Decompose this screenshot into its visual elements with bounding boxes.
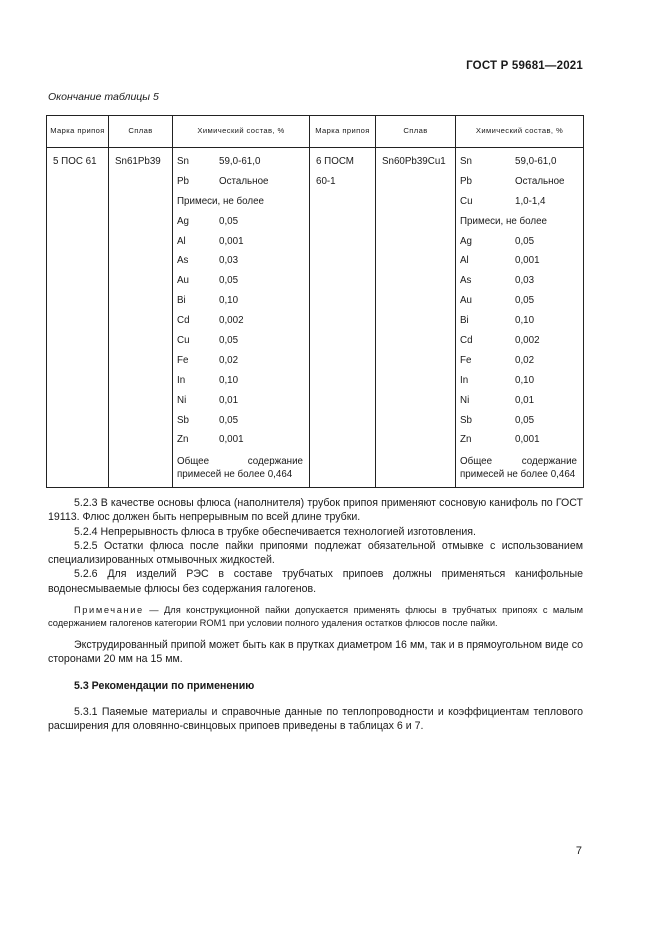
element-value: Остальное [219,175,269,187]
element-symbol: Fe [177,354,189,366]
element-row [173,391,309,411]
header-alloy: Сплав [109,116,173,148]
element-symbol: Cu [177,335,190,347]
element-value: 0,02 [515,354,535,366]
element-value: 0,01 [219,394,239,406]
element-symbol: Sn [460,156,472,167]
element-row [173,411,309,431]
note-label: Примечание [74,605,144,616]
element-row [456,430,583,450]
element-row [456,311,583,331]
element-symbol: Pb [177,175,189,187]
element-value: 0,002 [515,335,540,347]
element-row [456,351,583,371]
element-value: 0,001 [219,434,244,446]
element-symbol: Ag [460,235,472,247]
element-row [173,331,309,351]
element-symbol: Zn [177,434,189,446]
table-caption: Окончание таблицы 5 [48,91,159,103]
element-row [173,271,309,291]
body-text [48,496,583,734]
element-row [173,232,309,252]
right-alloy-cell [376,148,456,488]
element-row [173,291,309,311]
element-symbol: As [177,255,189,267]
element-symbol: Au [177,275,189,287]
solder-mark: 6 ПОСМ [316,156,354,167]
element-symbol: Bi [460,315,469,327]
element-value: 0,05 [515,414,535,426]
left-alloy-cell [109,148,173,488]
element-symbol: In [460,374,469,386]
element-value: 0,001 [515,255,540,267]
element-value: 0,002 [219,315,244,327]
element-symbol: Sn [177,156,189,167]
element-row [173,351,309,371]
alloy-name: Sn61Pb39 [115,156,161,167]
element-value: 0,03 [515,275,535,287]
element-row [173,371,309,391]
table-header-row [47,116,584,148]
header-alloy: Сплав [376,116,456,148]
element-value: 0,05 [219,335,239,347]
element-row [456,232,583,252]
page-number: 7 [575,845,582,857]
note [48,604,583,630]
element-value: 0,10 [219,295,239,307]
right-composition-cell [456,148,584,488]
alloy-name: Sn60Pb39Cu1 [382,156,446,167]
element-value: 59,0-61,0 [219,156,261,167]
left-composition-cell [173,148,310,488]
section-title: 5.3 Рекомендации по применению [74,679,255,692]
solder-mark-suffix: 60-1 [316,176,336,187]
note-text: — Для конструкционной пайки допускается применять флюсы в трубчатых припоях с малым содержанием галогенов категории ROM1 при условии полного удаления остатков флюсов после пайки. [48,605,583,629]
element-symbol: Al [460,255,469,267]
table-row [47,148,584,488]
right-mark-cell [310,148,376,488]
element-value: 0,05 [515,295,535,307]
element-row [173,212,309,232]
element-row [456,331,583,351]
composition-table [46,115,584,488]
header-mark: Марка припоя [47,116,109,148]
element-symbol: Sb [460,414,472,426]
left-mark-cell [47,148,109,488]
element-symbol: Bi [177,295,186,307]
element-symbol: Sb [177,414,189,426]
element-row [173,251,309,271]
paragraph-5-2-6: 5.2.6 Для изделий РЭС в составе трубчатых припоев должны применяться канифольные водонесмываемые флюсы без содержания галогенов. [48,568,583,595]
element-row [456,391,583,411]
element-value: 0,05 [219,414,239,426]
element-symbol: Ag [177,215,189,227]
element-symbol: Pb [460,175,472,187]
element-symbol: Cu [460,195,473,207]
impurities-label: Примеси, не более [460,215,547,227]
element-value: 0,001 [219,235,244,247]
impurities-label: Примеси, не более [177,195,264,207]
element-value: 0,02 [219,354,239,366]
element-row [173,430,309,450]
element-symbol: Au [460,295,472,307]
element-value: 0,10 [515,315,535,327]
element-row [456,371,583,391]
element-row [456,251,583,271]
element-value: 0,05 [515,235,535,247]
element-row [456,271,583,291]
paragraph-5-2-3: 5.2.3 В качестве основы флюса (наполнителя) трубок припоя применяют сосновую канифоль по ГОСТ 19113. Флюс должен быть непрерывным по всей длине трубки. [48,497,583,524]
element-value: 0,01 [515,394,535,406]
paragraph-5-2-4: 5.2.4 Непрерывность флюса в трубке обеспечивается технологией изготовления. [74,525,476,538]
element-value: 0,05 [219,275,239,287]
total-impurities: Общее содержание примесей не более 0,464 [460,456,577,481]
element-value: 59,0-61,0 [515,156,557,167]
header-mark: Марка припоя [310,116,376,148]
element-row [456,411,583,431]
element-row [173,152,309,172]
element-symbol: In [177,374,186,386]
element-value: 0,10 [219,374,239,386]
element-symbol: Cd [177,315,190,327]
element-row [456,291,583,311]
element-value: 1,0-1,4 [515,195,546,207]
paragraph-5-3-1: 5.3.1 Паяемые материалы и справочные данные по теплопроводности и коэффициентам теплового расширения для оловянно-свинцовых припоев приведены в таблицах 6 и 7. [48,705,583,733]
element-symbol: Ni [460,394,470,406]
element-symbol: Al [177,235,186,247]
paragraph-5-2-5: 5.2.5 Остатки флюса после пайки припоями подлежат обязательной отмывке с использованием специализированных отмывочных жидкостей. [48,539,583,567]
element-row [456,192,583,212]
element-symbol: Cd [460,335,473,347]
element-row [456,152,583,172]
paragraph-extruded: Экструдированный припой может быть как в прутках диаметром 16 мм, так и в прямоугольном виде со сторонами 20 мм на 15 мм. [48,639,583,666]
element-value: 0,001 [515,434,540,446]
total-impurities: Общее содержание примесей не более 0,464 [177,456,303,481]
element-row [173,172,309,192]
element-symbol: Fe [460,354,472,366]
header-composition: Химический состав, % [173,116,310,148]
element-value: Остальное [515,175,565,187]
solder-mark: 5 ПОС 61 [53,156,97,167]
document-header: ГОСТ Р 59681—2021 [466,60,583,72]
header-composition: Химический состав, % [456,116,584,148]
element-value: 0,03 [219,255,239,267]
element-value: 0,10 [515,374,535,386]
element-symbol: As [460,275,472,287]
element-symbol: Zn [460,434,472,446]
element-row [173,311,309,331]
element-symbol: Ni [177,394,187,406]
element-row [456,172,583,192]
element-value: 0,05 [219,215,239,227]
